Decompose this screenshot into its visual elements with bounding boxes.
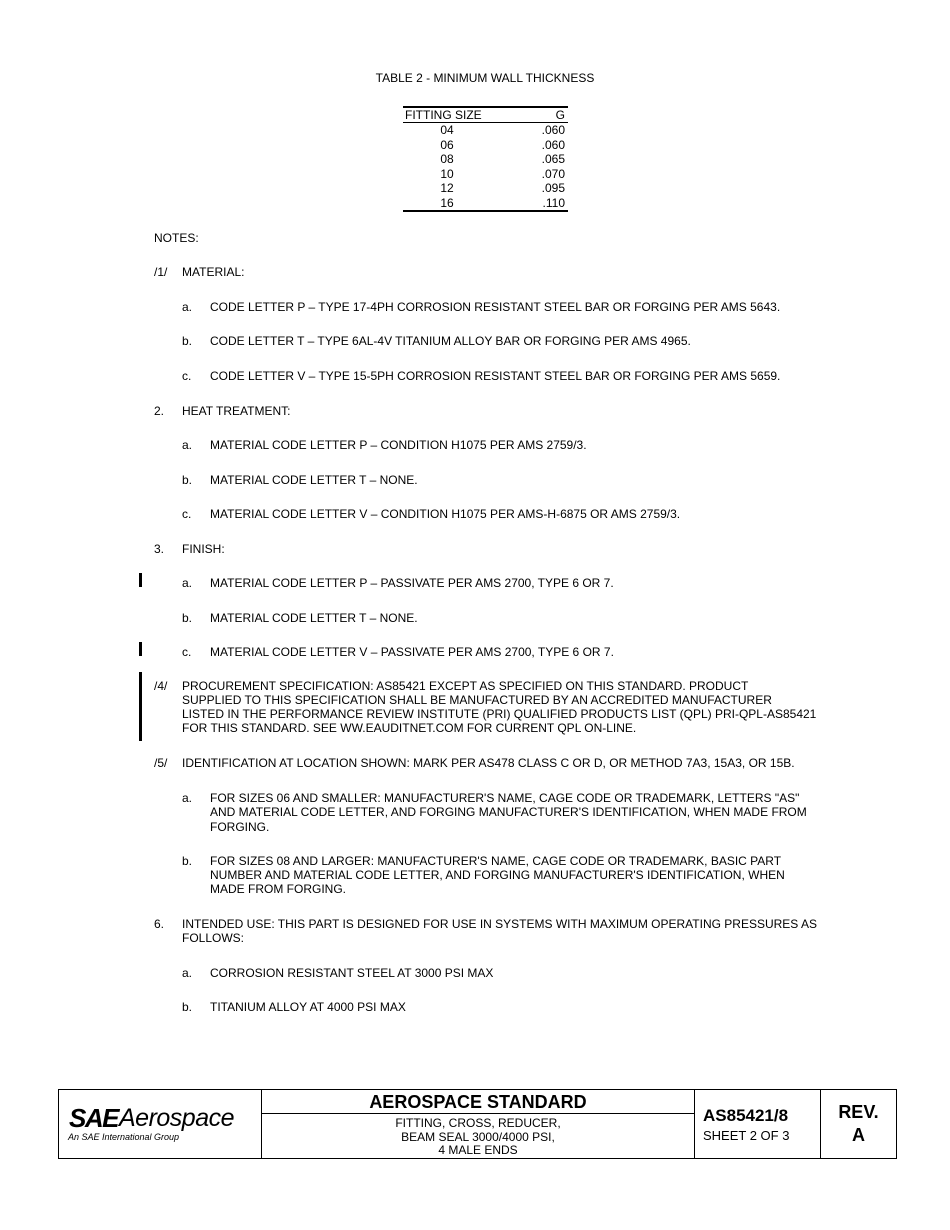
revision-label: REV. xyxy=(838,1102,879,1122)
fitting-size-cell: 12 xyxy=(440,181,454,195)
table-row xyxy=(403,167,568,182)
table-row xyxy=(403,181,568,196)
document-number: AS85421/8 xyxy=(703,1106,789,1125)
note-6a-text: CORROSION RESISTANT STEEL AT 3000 PSI MAX xyxy=(210,966,494,980)
note-1b-text: CODE LETTER T – TYPE 6AL-4V TITANIUM ALLOY BAR OR FORGING PER AMS 4965. xyxy=(210,334,691,348)
note-6b-text: TITANIUM ALLOY AT 4000 PSI MAX xyxy=(210,1000,406,1014)
note-6-line-1: INTENDED USE: THIS PART IS DESIGNED FOR USE IN SYSTEMS WITH MAXIMUM OPERATING PRESSURES AS xyxy=(182,917,817,931)
column-header-g: G xyxy=(555,108,565,122)
note-5a-line-1: FOR SIZES 06 AND SMALLER: MANUFACTURER'S NAME, CAGE CODE OR TRADEMARK, LETTERS "AS" xyxy=(210,791,800,805)
description-line-2: BEAM SEAL 3000/4000 PSI, xyxy=(401,1130,555,1144)
note-5a-line-3: FORGING. xyxy=(210,820,270,834)
note-5b-line-1: FOR SIZES 08 AND LARGER: MANUFACTURER'S NAME, CAGE CODE OR TRADEMARK, BASIC PART xyxy=(210,854,782,868)
note-5b-line-3: MADE FROM FORGING. xyxy=(210,882,346,896)
note-6-number: 6. xyxy=(154,917,165,931)
note-1a-letter: a. xyxy=(182,300,193,314)
note-5b-line-2: NUMBER AND MATERIAL CODE LETTER, AND FORGING MANUFACTURER'S IDENTIFICATION, WHEN xyxy=(210,868,785,882)
table-row xyxy=(403,138,568,153)
table-header-row xyxy=(403,108,568,123)
g-value-cell: .110 xyxy=(542,195,565,210)
note-3a-letter: a. xyxy=(182,576,193,590)
note-5-number: /5/ xyxy=(154,756,168,770)
note-2a-letter: a. xyxy=(182,438,193,452)
standard-title: AEROSPACE STANDARD xyxy=(369,1092,587,1112)
note-3-number: 3. xyxy=(154,542,165,556)
divider xyxy=(262,1113,694,1114)
g-value-cell: .060 xyxy=(541,123,565,137)
document-number-cell xyxy=(695,1090,821,1158)
revision-value: A xyxy=(852,1125,865,1145)
note-5-text: IDENTIFICATION AT LOCATION SHOWN: MARK PER AS478 CLASS C OR D, OR METHOD 7A3, 15A3, OR 15B. xyxy=(182,756,795,770)
note-5a-line-2: AND MATERIAL CODE LETTER, AND FORGING MANUFACTURER'S IDENTIFICATION, WHEN MADE FROM xyxy=(210,805,807,819)
title-block xyxy=(58,1089,897,1159)
note-1b-letter: b. xyxy=(182,334,193,348)
fitting-size-cell: 06 xyxy=(440,137,454,152)
g-value-cell: .070 xyxy=(541,166,565,181)
table-row xyxy=(403,152,568,167)
note-3c-text: MATERIAL CODE LETTER V – PASSIVATE PER AMS 2700, TYPE 6 OR 7. xyxy=(210,645,614,659)
description-line-1: FITTING, CROSS, REDUCER, xyxy=(395,1116,561,1130)
g-value-cell: .060 xyxy=(541,137,565,152)
revision-bar xyxy=(139,573,142,587)
table-row xyxy=(403,123,568,138)
revision-cell xyxy=(821,1090,896,1158)
note-1c-letter: c. xyxy=(182,369,192,383)
note-2a-text: MATERIAL CODE LETTER P – CONDITION H1075 PER AMS 2759/3. xyxy=(210,438,587,452)
note-3-text: FINISH: xyxy=(182,542,225,556)
table-title: TABLE 2 - MINIMUM WALL THICKNESS xyxy=(375,71,595,85)
note-2-text: HEAT TREATMENT: xyxy=(182,404,291,418)
note-6b-letter: b. xyxy=(182,1000,193,1014)
note-6a-letter: a. xyxy=(182,966,193,980)
table-row xyxy=(403,196,568,211)
note-5a-letter: a. xyxy=(182,791,193,805)
logo-subtitle: An SAE International Group xyxy=(68,1132,180,1142)
g-value-cell: .065 xyxy=(541,152,565,166)
logo-sae-text: SAE xyxy=(69,1103,118,1133)
g-value-cell: .095 xyxy=(541,181,565,195)
note-1c-text: CODE LETTER V – TYPE 15-5PH CORROSION RESISTANT STEEL BAR OR FORGING PER AMS 5659. xyxy=(210,369,781,383)
note-1a-text: CODE LETTER P – TYPE 17-4PH CORROSION RESISTANT STEEL BAR OR FORGING PER AMS 5643. xyxy=(210,300,781,314)
note-1-text: MATERIAL: xyxy=(182,265,245,279)
title-cell xyxy=(262,1090,695,1158)
note-2c-text: MATERIAL CODE LETTER V – CONDITION H1075 PER AMS-H-6875 OR AMS 2759/3. xyxy=(210,507,681,521)
note-2b-text: MATERIAL CODE LETTER T – NONE. xyxy=(210,473,418,487)
sheet-number: SHEET 2 OF 3 xyxy=(703,1128,790,1143)
note-1-number: /1/ xyxy=(154,265,168,279)
wall-thickness-table xyxy=(403,106,568,212)
note-2b-letter: b. xyxy=(182,473,193,487)
description-line-3: 4 MALE ENDS xyxy=(438,1143,518,1157)
revision-bar xyxy=(139,672,142,741)
note-3a-text: MATERIAL CODE LETTER P – PASSIVATE PER AMS 2700, TYPE 6 OR 7. xyxy=(210,576,614,590)
note-4-line-1: PROCUREMENT SPECIFICATION: AS85421 EXCEPT AS SPECIFIED ON THIS STANDARD. PRODUCT xyxy=(182,679,749,693)
note-4-number: /4/ xyxy=(154,679,168,693)
fitting-size-cell: 04 xyxy=(440,123,454,137)
note-3c-letter: c. xyxy=(182,645,192,659)
note-2c-letter: c. xyxy=(182,507,192,521)
note-4-line-2: SUPPLIED TO THIS SPECIFICATION SHALL BE MANUFACTURED BY AN ACCREDITED MANUFACTURER xyxy=(182,693,772,707)
fitting-size-cell: 10 xyxy=(440,166,454,181)
fitting-size-cell: 16 xyxy=(440,195,454,210)
note-6-line-2: FOLLOWS: xyxy=(182,931,245,945)
note-3b-letter: b. xyxy=(182,611,193,625)
note-3b-text: MATERIAL CODE LETTER T – NONE. xyxy=(210,611,418,625)
note-4-line-4: FOR THIS STANDARD. SEE WW.EAUDITNET.COM FOR CURRENT QPL ON-LINE. xyxy=(182,721,637,735)
note-5b-letter: b. xyxy=(182,854,193,868)
revision-bar xyxy=(139,642,142,656)
note-2-number: 2. xyxy=(154,404,165,418)
sae-aerospace-logo xyxy=(59,1090,262,1158)
logo-aerospace-text: Aerospace xyxy=(119,1104,235,1132)
column-header-fitting-size: FITTING SIZE xyxy=(405,108,482,122)
notes-heading: NOTES: xyxy=(154,231,199,245)
fitting-size-cell: 08 xyxy=(440,152,454,166)
note-4-line-3: LISTED IN THE PERFORMANCE REVIEW INSTITUTE (PRI) QUALIFIED PRODUCTS LIST (QPL) PRI-QPL-AS85421 xyxy=(182,707,817,721)
